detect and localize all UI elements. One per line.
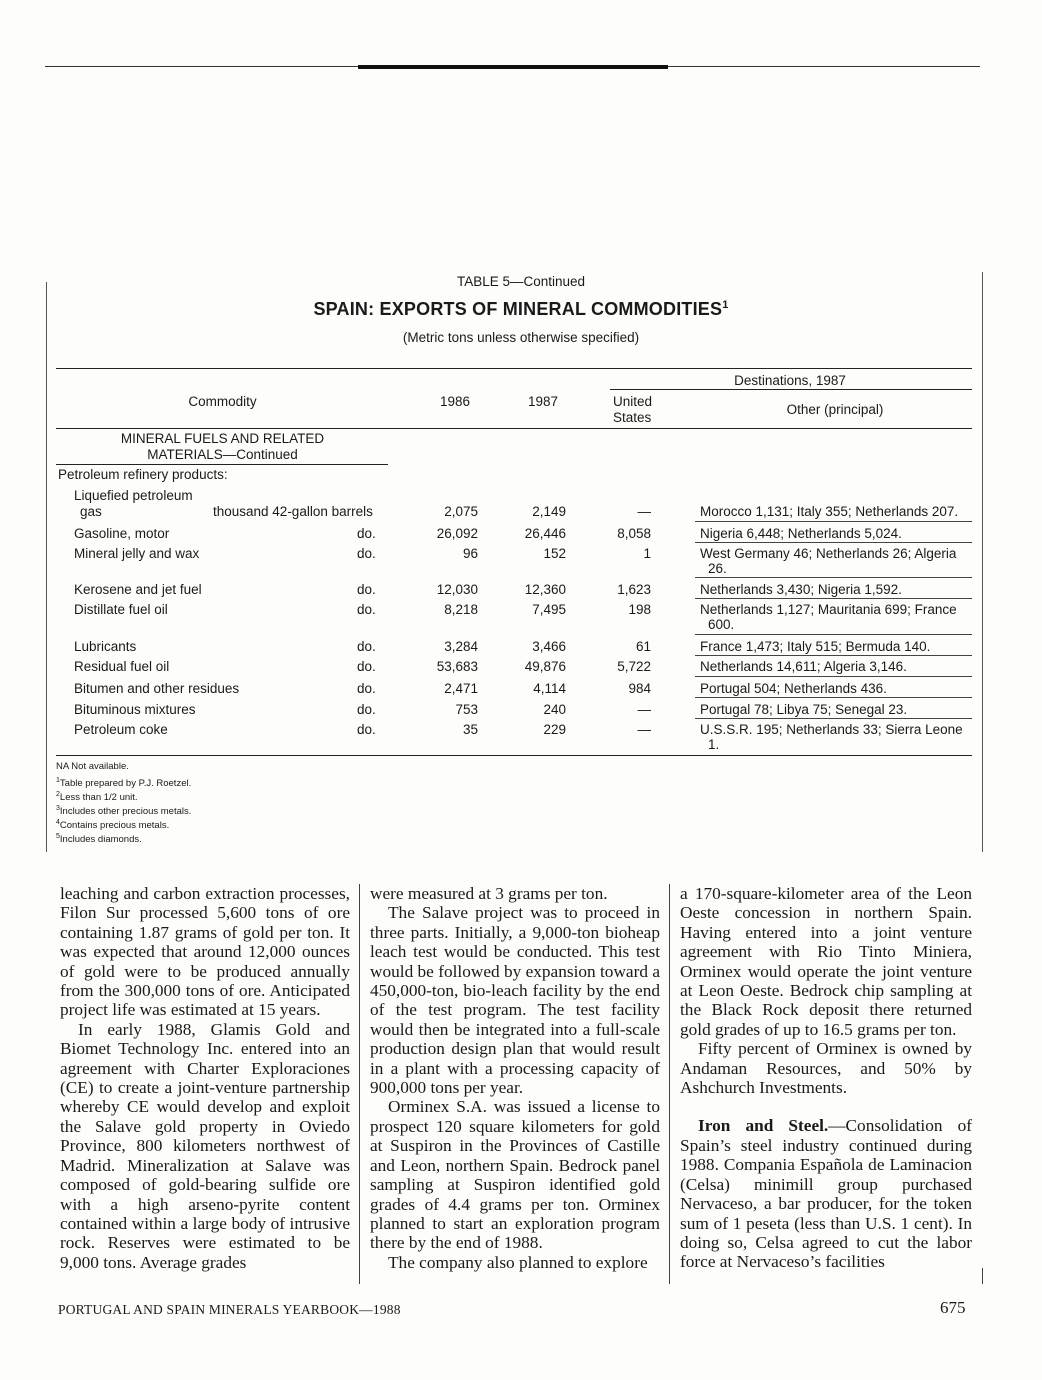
row-name: Bituminous mixtures <box>74 702 196 717</box>
section-rule <box>56 464 388 465</box>
header-destinations: Destinations, 1987 <box>734 373 846 388</box>
row-name: Bitumen and other residues <box>74 681 240 696</box>
row-other-cont: 26. <box>708 561 727 576</box>
footnote: $^1$Table prepared by P.J. Roetzel. <box>56 777 192 790</box>
row-name: Distillate fuel oil <box>74 602 168 617</box>
row-other: Netherlands 1,127; Mauritania 699; France <box>700 602 957 617</box>
row-rule <box>695 598 972 599</box>
row-1986: 8,218 <box>444 602 478 617</box>
row-1987: 49,876 <box>524 659 566 674</box>
footnote: $^2$Less than 1/2 unit. <box>56 791 138 804</box>
row-1987: 4,114 <box>533 681 566 696</box>
row-unit: do. <box>357 659 376 674</box>
row-unit: do. <box>357 526 376 541</box>
row-other-cont: 1. <box>708 737 720 752</box>
text-column-1 <box>60 884 350 1272</box>
row-rule <box>695 676 972 677</box>
row-1987: 152 <box>543 546 566 561</box>
row-other: U.S.S.R. 195; Netherlands 33; Sierra Leone <box>700 722 963 737</box>
row-other: Portugal 504; Netherlands 436. <box>700 681 887 696</box>
row-name: Lubricants <box>74 639 137 654</box>
row-us: 1,623 <box>617 582 651 597</box>
title-footnote-mark: 1 <box>722 299 729 311</box>
row-rule <box>695 655 972 656</box>
column-divider <box>669 884 670 1284</box>
section-heading: MINERAL FUELS AND RELATED MATERIALS—Continued <box>120 431 325 462</box>
header-1986: 1986 <box>439 394 471 409</box>
row-us: — <box>637 504 651 519</box>
row-rule <box>695 718 972 719</box>
group-heading: Petroleum refinery products: <box>58 467 228 482</box>
row-1986: 753 <box>455 702 478 717</box>
row-1987: 7,495 <box>532 602 566 617</box>
row-other: Netherlands 3,430; Nigeria 1,592. <box>700 582 902 597</box>
paragraph: leaching and carbon extraction processes, Filon Sur processed 5,600 tons of ore containing 1.87 grams of gold per ton. It was expected that around 12,000 ounces of gold were to be produced annually from the 300,000 tons of ore. Anticipated project life was estimated at 15 years. <box>60 884 350 1020</box>
row-1987: 12,360 <box>524 582 566 597</box>
row-name: Residual fuel oil <box>74 659 170 674</box>
row-other: Morocco 1,131; Italy 355; Netherlands 207. <box>700 504 959 519</box>
row-us: 5,722 <box>617 659 651 674</box>
row-rule <box>695 542 972 543</box>
section-heading-iron-steel: Iron and Steel. <box>698 1116 829 1136</box>
paragraph: were measured at 3 grams per ton. <box>370 884 608 903</box>
row-rule <box>695 697 972 698</box>
row-name: Petroleum coke <box>74 722 168 737</box>
table-frame-left <box>46 282 47 852</box>
row-us: 1 <box>643 546 651 561</box>
row-1986: 2,075 <box>444 504 478 519</box>
row-1986: 12,030 <box>436 582 478 597</box>
row-unit: do. <box>357 602 376 617</box>
row-1986: 53,683 <box>436 659 478 674</box>
row-us: 984 <box>628 681 651 696</box>
row-1986: 2,471 <box>444 681 478 696</box>
row-1987: 26,446 <box>524 526 566 541</box>
header-1987: 1987 <box>527 394 559 409</box>
table-title: SPAIN: EXPORTS OF MINERAL COMMODITIES$^1$ <box>313 299 729 319</box>
row-unit: thousand 42-gallon barrels <box>213 504 373 519</box>
row-1987: 3,466 <box>532 639 566 654</box>
header-commodity: Commodity <box>188 394 257 409</box>
running-title: PORTUGAL AND SPAIN MINERALS YEARBOOK—1988 <box>58 1302 401 1317</box>
row-other: Portugal 78; Libya 75; Senegal 23. <box>700 702 908 717</box>
row-us: 8,058 <box>617 526 651 541</box>
row-name: Liquefied petroleum <box>74 488 193 503</box>
row-name: Gasoline, motor <box>74 526 170 541</box>
paragraph: Orminex S.A. was issued a license to prospect 120 square kilometers for gold at Suspiron in the Provinces of Castille and Leon, northern Spain. Bedrock panel sampling at Suspiron identified gold grades of 4.4 grams per ton. Orminex planned to start an exploration program there by the end of 1988. <box>370 1097 660 1253</box>
paragraph: In early 1988, Glamis Gold and Biomet Technology Inc. entered into an agreement with Charter Exploraciones (CE) to create a joint-venture partnership whereby CE would develop and exploit the Salave gold property in Oviedo Province, 800 kilometers northwest of Madrid. Mineralization at Salave was composed of gold-bearing sulfide ore with a high arseno-pyrite content contained within a large body of intrusive rock. Reserves were estimated to be 9,000 tons. Average grades <box>60 1019 350 1272</box>
row-rule <box>695 521 972 522</box>
row-name-cont: gas <box>80 504 102 519</box>
row-unit: do. <box>357 702 376 717</box>
row-unit: do. <box>357 639 376 654</box>
table-subtitle: (Metric tons unless otherwise specified) <box>402 330 640 345</box>
paragraph-spacer <box>680 1097 972 1116</box>
row-1986: 26,092 <box>436 526 478 541</box>
row-unit: do. <box>357 722 376 737</box>
row-unit: do. <box>357 582 376 597</box>
row-unit: do. <box>357 681 376 696</box>
header-other: Other (principal) <box>786 402 884 417</box>
header-bottom-rule <box>56 428 972 429</box>
text-column-2 <box>370 884 660 1272</box>
row-us: — <box>637 722 651 737</box>
row-1986: 96 <box>462 546 478 561</box>
footnote: $^5$Includes diamonds. <box>56 833 142 846</box>
row-other: France 1,473; Italy 515; Bermuda 140. <box>700 639 931 654</box>
paragraph: Fifty percent of Orminex is owned by Andaman Resources, and 50% by Ashchurch Investments. <box>680 1039 972 1098</box>
page-number: 675 <box>940 1298 966 1317</box>
text-column-3 <box>680 884 972 1272</box>
row-1986: 3,284 <box>444 639 478 654</box>
row-rule <box>695 577 972 578</box>
paragraph: a 170-square-kilometer area of the Leon Oeste concession in northern Spain. Having entered into a joint venture agreement with Rio Tinto Miniera, Orminex would operate the joint venture at Leon Oeste. Bedrock chip sampling at the Black Rock deposit there returned gold grades of up to 16.5 grams per ton. <box>680 884 972 1039</box>
table-bottom-rule <box>56 755 972 756</box>
paragraph: The Salave project was to proceed in three parts. Initially, a 9,000-ton bioheap leach test would be conducted. This test would be followed by expansion toward a 450,000-ton, bio-leach facility by the end of the test program. The test facility would then be integrated into a full-scale production design plan that would result in a plant with a processing capacity of 900,000 tons per year. <box>370 903 660 1098</box>
row-other: Nigeria 6,448; Netherlands 5,024. <box>700 526 902 541</box>
footnote: NA Not available. <box>56 761 129 772</box>
row-1987: 229 <box>543 722 566 737</box>
header-top-rule <box>56 368 972 369</box>
row-other: Netherlands 14,611; Algeria 3,146. <box>700 659 907 674</box>
paragraph: Iron and Steel.—Consolidation of Spain’s steel industry continued during 1988. Compania Española de Laminacion (Celsa) minimill group purchased Nervaceso, a bar producer, for the token sum of 1 peseta (less than U.S. 1 cent). In doing so, Celsa agreed to cut the labor force at Nervaceso’s facilities <box>680 1116 973 1272</box>
row-us: — <box>637 702 651 717</box>
row-rule <box>695 634 972 635</box>
row-1986: 35 <box>462 722 478 737</box>
row-us: 198 <box>628 602 651 617</box>
row-name: Mineral jelly and wax <box>74 546 200 561</box>
column-divider <box>359 884 360 1284</box>
table-label: TABLE 5—Continued <box>456 274 586 289</box>
row-other: West Germany 46; Netherlands 26; Algeria <box>700 546 957 561</box>
table-frame-right <box>982 272 983 852</box>
footnote: $^4$Contains precious metals. <box>56 819 170 832</box>
destinations-rule <box>610 389 972 390</box>
footnote: $^3$Includes other precious metals. <box>56 805 192 818</box>
header-united-states: United States <box>613 394 653 425</box>
row-other-cont: 600. <box>708 617 735 632</box>
row-1987: 240 <box>543 702 566 717</box>
paragraph: The company also planned to explore <box>388 1252 648 1272</box>
top-rule-thick <box>358 65 668 69</box>
column-divider-right <box>982 1268 983 1284</box>
row-name: Kerosene and jet fuel <box>74 582 202 597</box>
row-1987: 2,149 <box>532 504 566 519</box>
row-us: 61 <box>635 639 651 654</box>
row-unit: do. <box>357 546 376 561</box>
